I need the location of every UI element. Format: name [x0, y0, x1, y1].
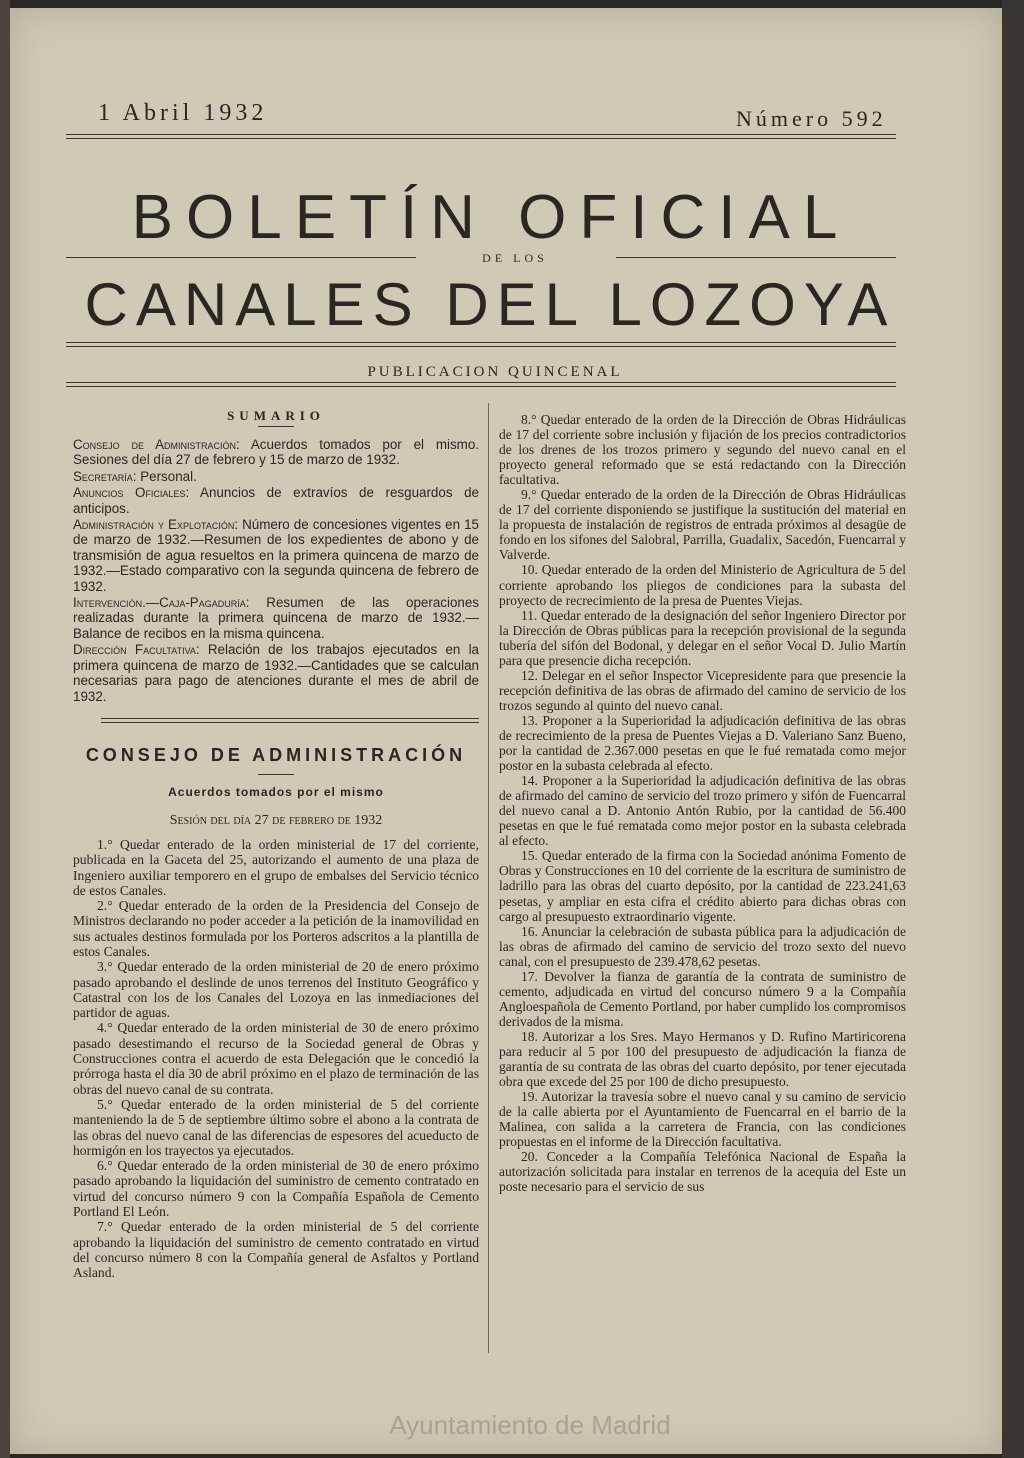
archive-watermark: Ayuntamiento de Madrid: [389, 1410, 671, 1440]
agreement-item: 4.° Quedar enterado de la orden ministerial de 30 de enero próximo pasado desestimando el recurso de la Sociedad general de Obras y Construcciones contra el acuerdo de esta Delegación que le concedió la prórroga hasta el día 30 de abril próximo en el plazo de terminación de las obras del nuevo canal de su contrata.: [73, 1020, 479, 1097]
sumario-entry-text: Resumen de las operaciones realizadas durante la primera quincena de marzo de 1932.—Balance de recibos en la misma quincena.: [73, 595, 479, 641]
agreement-item: 11. Quedar enterado de la designación del señor Ingeniero Director por la Dirección de Obras públicas para la recepción provisional de la segunda tubería del sifón del Bodonal, y delegar en el señor Vocal D. Julio Martín para que presencie dicha recepción.: [499, 607, 906, 668]
sumario-entry-head: Administración y Explotación:: [73, 517, 239, 533]
agreement-item: 10. Quedar enterado de la orden del Ministerio de Agricultura de 5 del corriente aprobando los pliegos de condiciones para la subasta del proyecto de recrecimiento de la presa de Puentes Viejas.: [499, 562, 906, 608]
agreement-item: 9.° Quedar enterado de la orden de la Dirección de Obras Hidráulicas de 17 del corriente disponiendo se justifique la sustitución del material en la propuesta de instalación de registros de entrada próximos al desagüe de fondo en los sifones del Salobral, Parrilla, Guadalix, Sacedón, Fuencarral y Valverde.: [499, 487, 906, 563]
subtitle-rule: [66, 382, 896, 383]
agreement-item: 14. Proponer a la Superioridad la adjudicación definitiva de las obras de afirmado del camino de servicio del trozo primero y sifón de Fuencarral del nuevo canal a D. Antonio Antón Rubio, por la cantidad de 56.400 pesetas en que le fué rematada como mejor postor en la subasta celebrada al efecto.: [499, 773, 906, 849]
sumario-entry-head: Anuncios Oficiales:: [73, 485, 190, 501]
sumario-entry-head: Dirección Facultativa:: [73, 642, 200, 658]
agreement-item: 5.° Quedar enterado de la orden ministerial de 5 del corriente manteniendo la de 5 de septiembre último sobre el abono a la contrata de las obras del nuevo canal de las diferencias de espesores del acueducto de hormigón en los trayectos ya ejecutados.: [73, 1096, 479, 1158]
header-rule-2: [66, 138, 896, 139]
sumario-entry-head: Intervención.—Caja-Pagaduría:: [73, 595, 250, 611]
sumario-entry: [73, 517, 479, 594]
sumario-entry-text: Anuncios de extravíos de resguardos de anticipos.: [73, 485, 479, 516]
subtitle-rule-2: [66, 386, 896, 387]
agreement-item: 7.° Quedar enterado de la orden ministerial de 5 del corriente aprobando la liquidación del suministro de cemento contratado en virtud del concurso número 8 con la Compañía general de Asfaltos y Portland Asland.: [73, 1219, 479, 1281]
agreement-item: 8.° Quedar enterado de la orden de la Dirección de Obras Hidráulicas de 17 del corriente sobre inclusión y fijación de los precios contradictorios de los drenes de los trozos primero y segundo del nuevo canal en el proyecto general reformado que se está redactando con la Dirección facultativa.: [499, 412, 906, 488]
issue-date: 1 Abril 1932: [98, 100, 268, 126]
agreement-item: 20. Conceder a la Compañía Telefónica Nacional de España la autorización solicitada para instalar en terrenos de la acequia del Este un poste necesario para el servicio de sus: [499, 1149, 906, 1195]
section-divider: [101, 718, 479, 723]
connector-rule-right: [616, 257, 896, 258]
agreement-item: 13. Proponer a la Superioridad la adjudicación definitiva de las obras de recrecimiento de la presa de Puentes Viejas a D. Valeriano Sanz Bueno, por la cantidad de 2.367.000 pesetas en que le fué rematada como mejor postor en la subasta celebrada al efecto.: [499, 712, 906, 774]
agreement-item: 2.° Quedar enterado de la orden de la Presidencia del Consejo de Ministros declarando no poder acceder a la petición de la inamovilidad en sus actuales destinos formulada por los Porteros adscritos a la plantilla de estos Canales.: [73, 898, 479, 959]
agreement-item: 1.° Quedar enterado de la orden ministerial de 17 del corriente, publicada en la Gaceta del 25, autorizando el aumento de una plaza de Ingeniero auxiliar temporero en el grupo de embalses del Servicio técnico de estos Canales.: [73, 836, 479, 898]
right-agreements: [499, 412, 906, 1194]
masthead-title-line2: CANALES DEL LOZOYA: [84, 271, 896, 338]
masthead-title-line1: BOLETÍN OFICIAL: [131, 183, 851, 252]
sumario-entry: [73, 469, 479, 484]
agreement-item: 19. Autorizar la travesía sobre el nuevo canal y su camino de servicio de la calle abierta por el Ayuntamiento de Fuencarral en el barrio de la Malinea, con salida a la carretera de Francia, con las condiciones propuestas en el informe de la Dirección facultativa.: [499, 1089, 906, 1150]
sumario-rule: [258, 426, 294, 427]
publication-frequency: PUBLICACION QUINCENAL: [367, 364, 623, 380]
session-heading: Sesión del día 27 de febrero de 1932: [169, 812, 383, 828]
column-separator: [488, 403, 489, 1353]
sumario-entry-head: Secretaría:: [73, 468, 137, 484]
sumario-entry-text: Personal.: [136, 468, 197, 484]
sumario-entry-head: Consejo de Administración:: [73, 437, 240, 452]
document-page: [10, 8, 1002, 1454]
masthead-connector: DE LOS: [482, 251, 548, 265]
agreement-item: 12. Delegar en el señor Inspector Vicepresidente para que presencie la recepción definitiva de las obras de afirmado del camino de servicio de los trozos segundo al quinto del nuevo canal.: [499, 667, 906, 713]
sumario-entry: [73, 437, 479, 468]
section-title: CONSEJO DE ADMINISTRACIÓN: [85, 744, 467, 765]
scan-left-edge: [0, 0, 10, 1458]
sumario-entry: [73, 642, 479, 704]
sumario-title: SUMARIO: [227, 408, 325, 423]
sumario-entry-text: Relación de los trabajos ejecutados en la primera quincena de marzo de 1932.—Cantidades que se calculan necesarias para pago de atenciones durante el mes de abril de 1932.: [73, 642, 479, 704]
issue-number: Número 592: [736, 106, 887, 131]
agreement-item: 16. Anunciar la celebración de subasta pública para la adjudicación de las obras de afirmado del camino de servicio del trozo sexto del nuevo canal, con el presupuesto de 239.478,62 pesetas.: [499, 923, 906, 969]
right-column: [499, 412, 906, 1194]
sumario-entry-text: Número de concesiones vigentes en 15 de marzo de 1932.—Resumen de los expedientes de abono y de transmisión de agua resueltos en la primera quincena de marzo de 1932.—Estado comparativo con la segunda quincena de febrero de 1932.: [73, 517, 479, 594]
connector-rule-left: [66, 257, 416, 258]
masthead-rule-2: [66, 346, 896, 347]
section-subtitle: Acuerdos tomados por el mismo: [168, 784, 384, 799]
sumario-entry-text: Acuerdos tomados por el mismo. Sesiones del día 27 de febrero y 15 de marzo de 1932.: [73, 437, 479, 468]
agreement-item: 17. Devolver la fianza de garantía de la contrata de suministro de cemento, adjudicada en virtud del concurso número 9 a la Compañía Angloespañola de Cemento Portland, por haber cumplido los compromisos derivados de la misma.: [499, 968, 906, 1029]
sumario-entry: [73, 595, 479, 641]
masthead-rule: [66, 342, 896, 343]
agreement-item: 15. Quedar enterado de la firma con la Sociedad anónima Fomento de Obras y Construcciones en 10 del corriente de la escritura de suministro de ladrillo para las obras del cuarto depósito, por la cantidad de 223.241,63 pesetas, y ampliar en esta cifra el crédito abierto para dichas obras con cargo al presupuesto extraordinario vigente.: [499, 848, 906, 924]
agreement-item: 3.° Quedar enterado de la orden ministerial de 20 de enero próximo pasado aprobando el deslinde de unos terrenos del Instituto Geográfico y Catastral con los de los Canales del Lozoya en las inmediaciones del partidor de aguas.: [73, 959, 479, 1021]
scan-right-edge: [1002, 0, 1024, 1458]
header-rule: [66, 134, 896, 135]
section-title-rule: [258, 774, 294, 775]
sumario-list: [73, 437, 479, 704]
left-column: [73, 408, 479, 1281]
agreement-item: 18. Autorizar a los Sres. Mayo Hermanos y D. Rufino Martiricorena para reducir al 5 por 100 del presupuesto de adjudicación la fianza de garantía de su contrata de las obras del cuarto depósito, por tener ejecutada obra que excede del 25 por 100 de dicho presupuesto.: [499, 1028, 906, 1090]
agreement-item: 6.° Quedar enterado de la orden ministerial de 30 de enero próximo pasado aprobando la liquidación del suministro de cemento contratado en virtud del concurso número 9 con la Compañía Española de Cemento Portland El León.: [73, 1158, 479, 1220]
sumario-entry: [73, 485, 479, 516]
left-agreements: [73, 837, 479, 1281]
